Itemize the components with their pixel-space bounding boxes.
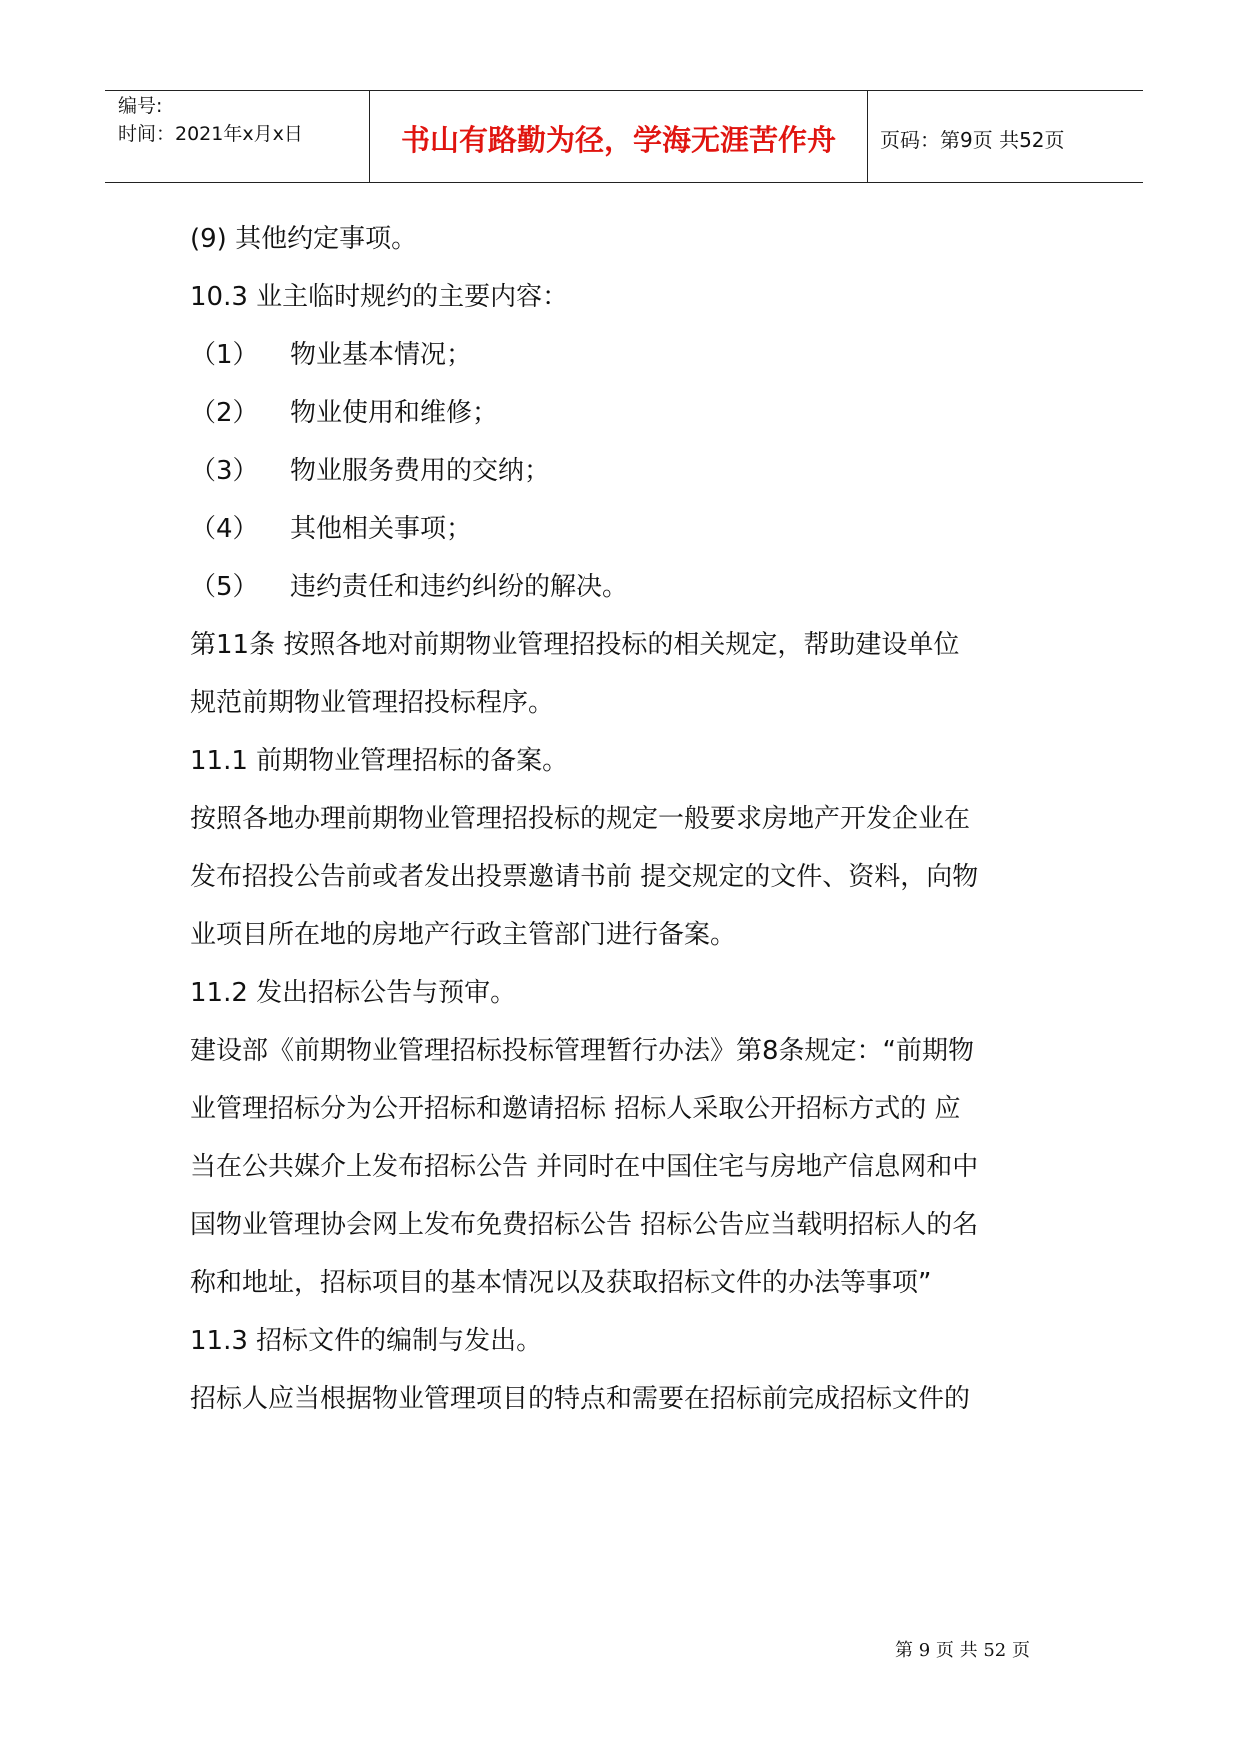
list-item-text: 物业基本情况； bbox=[290, 340, 473, 370]
body-line: 当在公共媒介上发布招标公告 并同时在中国住宅与房地产信息网和中 bbox=[190, 1152, 979, 1182]
body-line: 建设部《前期物业管理招标投标管理暂行办法》第8条规定：“前期物 bbox=[190, 1036, 975, 1066]
list-item-text: 物业使用和维修； bbox=[290, 398, 499, 428]
list-item-number: （5） bbox=[190, 572, 259, 602]
list-item-text: 其他相关事项； bbox=[290, 514, 473, 544]
body-line: 称和地址，招标项目的基本情况以及获取招标文件的办法等事项” bbox=[190, 1268, 932, 1298]
body-line: 业管理招标分为公开招标和邀请招标 招标人采取公开招标方式的 应 bbox=[190, 1094, 961, 1124]
body-line: 招标人应当根据物业管理项目的特点和需要在招标前完成招标文件的 bbox=[190, 1384, 971, 1414]
body-line: 按照各地办理前期物业管理招投标的规定一般要求房地产开发企业在 bbox=[190, 804, 971, 834]
document-date: 时间：2021年x月x日 bbox=[118, 123, 303, 145]
section-heading: 11.3 招标文件的编制与发出。 bbox=[190, 1326, 543, 1356]
article-line: 第11条 按照各地对前期物业管理招投标的相关规定，帮助建设单位 bbox=[190, 630, 960, 660]
header-meta bbox=[105, 91, 370, 182]
page-header bbox=[105, 90, 1143, 183]
list-item-number: （2） bbox=[190, 398, 259, 428]
body-line: 业项目所在地的房地产行政主管部门进行备案。 bbox=[190, 920, 737, 950]
list-item-number: （4） bbox=[190, 514, 259, 544]
body-line: 发布招投公告前或者发出投票邀请书前 提交规定的文件、资料，向物 bbox=[190, 862, 979, 892]
page-footer: 第 9 页 共 52 页 bbox=[895, 1640, 1030, 1661]
header-motto: 书山有路勤为径，学海无涯苦作舟 bbox=[370, 91, 868, 182]
list-item-number: （1） bbox=[190, 340, 259, 370]
header-page-code: 页码：第9页 共52页 bbox=[880, 128, 1065, 152]
body-line: 规范前期物业管理招投标程序。 bbox=[190, 688, 555, 718]
section-heading: 11.1 前期物业管理招标的备案。 bbox=[190, 746, 569, 776]
list-item-text: 物业服务费用的交纳； bbox=[290, 456, 551, 486]
body-line: (9) 其他约定事项。 bbox=[190, 224, 418, 254]
section-heading: 11.2 发出招标公告与预审。 bbox=[190, 978, 517, 1008]
list-item-text: 违约责任和违约纠纷的解决。 bbox=[290, 572, 629, 602]
section-heading: 10.3 业主临时规约的主要内容： bbox=[190, 282, 569, 312]
list-item-number: （3） bbox=[190, 456, 259, 486]
body-line: 国物业管理协会网上发布免费招标公告 招标公告应当载明招标人的名 bbox=[190, 1210, 979, 1240]
document-number-label: 编号: bbox=[118, 95, 163, 117]
